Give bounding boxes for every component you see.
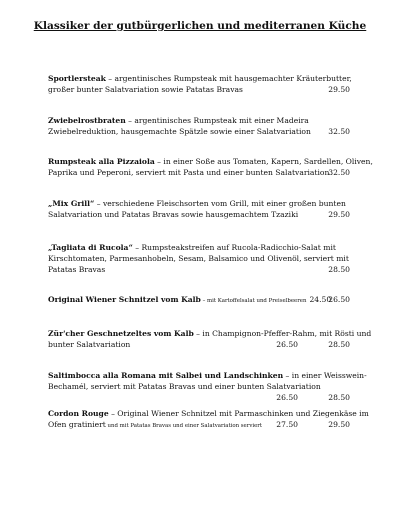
dish-price: 29.50: [328, 85, 350, 94]
page-title: Klassiker der gutbürgerlichen und mediterranen Küche: [33, 20, 367, 32]
dish-price: 32.50: [328, 127, 350, 136]
dish-price: 28.50: [328, 340, 350, 349]
dish-name: Zür'cher Geschnetzeltes vom Kalb: [48, 329, 194, 338]
dish-description: Ofen gratiniert: [48, 420, 106, 429]
dish-wiener-schnitzel: [48, 294, 358, 305]
dish-sportlersteak: [48, 73, 358, 95]
dish-cordon-rouge: [48, 408, 369, 430]
dish-description: – in einer Weisswein-: [283, 371, 367, 380]
dish-description: bunter Salatvariation: [48, 340, 131, 349]
dish-half-price: 27.50: [276, 420, 298, 429]
dish-description: Zwiebelreduktion, hausgemachte Spätzle sowie einer Salatvariation: [48, 127, 311, 136]
dish-price: 29.50: [328, 420, 350, 429]
dish-price: 29.50: [328, 210, 350, 219]
dish-description: Bechamél, serviert mit Patatas Bravas und einer bunten Salatvariation: [48, 382, 321, 391]
dish-description: Paprika und Peperoni, serviert mit Pasta und einer bunten Salatvariation: [48, 168, 330, 177]
dish-half-price: 24.50: [309, 295, 332, 304]
dish-name: Original Wiener Schnitzel vom Kalb: [48, 295, 201, 304]
dish-description: – argentinisches Rumpsteak mit einer Madeira: [125, 116, 309, 125]
dish-description: – Rumpsteakstreifen auf Rucola-Radicchio-Salat mit: [132, 243, 336, 252]
dish-price: 28.50: [328, 265, 350, 274]
dish-name: „Mix Grill“: [48, 199, 95, 208]
dish-saltimbocca: [48, 370, 367, 403]
dish-tagliata-di-rucola: [48, 242, 358, 275]
dish-description: – argentinisches Rumpsteak mit hausgemachter Kräuterbutter,: [105, 74, 352, 83]
dish-zwiebelrostbraten: [48, 115, 358, 137]
dish-name: Zwiebelrostbraten: [48, 116, 126, 125]
dish-rumpsteak-pizzaiola: [48, 156, 373, 178]
dish-price: 32.50: [328, 168, 350, 177]
dish-description: – verschiedene Fleischsorten vom Grill, mit einer großen bunten: [94, 199, 346, 208]
dish-name: Rumpsteak alla Pizzaiola: [48, 157, 155, 166]
dish-price: 26.50: [328, 295, 350, 304]
dish-description: – Original Wiener Schnitzel mit Parmaschinken und Ziegenkäse im: [108, 409, 369, 418]
dish-description: Kirschtomaten, Parmesanhobeln, Sesam, Balsamico und Olivenöl, serviert mit: [48, 254, 349, 263]
dish-price: 28.50: [328, 393, 350, 402]
dish-description: – in einer Soße aus Tomaten, Kapern, Sardellen, Oliven,: [154, 157, 373, 166]
dish-half-price: 26.50: [276, 340, 298, 349]
dish-side-note: und mit Patatas Bravas und einer Salatvariation serviert: [105, 423, 263, 429]
dish-name: Saltimbocca alla Romana mit Salbei und Landschinken: [48, 371, 284, 380]
dish-zuercher-geschnetzeltes: [48, 328, 372, 350]
dish-name: Sportlersteak: [48, 74, 106, 83]
dish-description: großer bunter Salatvariation sowie Patatas Bravas: [48, 85, 243, 94]
dish-name: „Tagliata di Rucola“: [48, 243, 133, 252]
dish-half-price: 26.50: [276, 393, 298, 402]
dish-description: Patatas Bravas: [48, 265, 106, 274]
dish-description: – in Champignon-Pfeffer-Rahm, mit Rösti und: [193, 329, 372, 338]
dish-mix-grill: [48, 198, 358, 220]
dish-name: Cordon Rouge: [48, 409, 109, 418]
dish-side-note: – mit Kartoffelsalat und Preiselbeeren: [200, 298, 307, 304]
dish-description: Salatvariation und Patatas Bravas sowie hausgemachtem Tzaziki: [48, 210, 299, 219]
